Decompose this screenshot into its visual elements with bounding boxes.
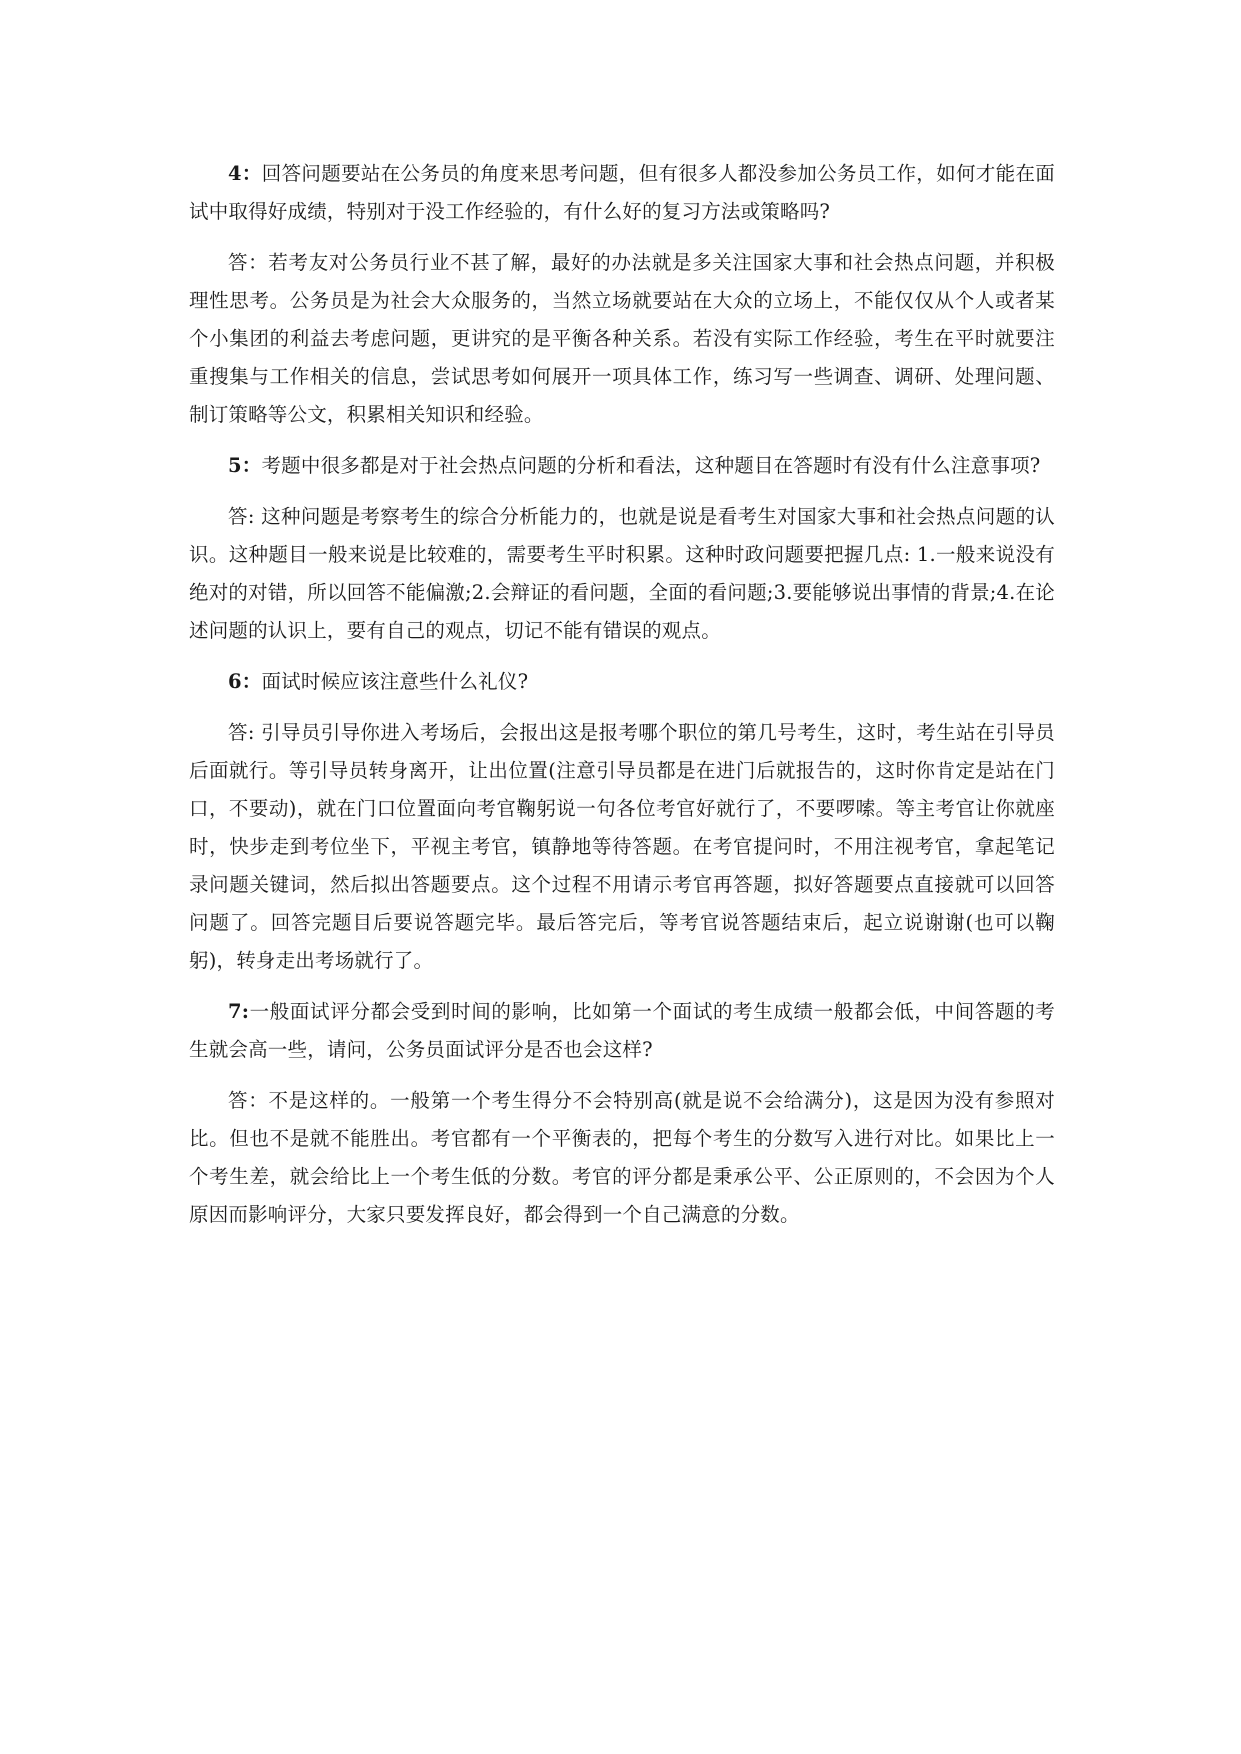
question-text: 一般面试评分都会受到时间的影响，比如第一个面试的考生成绩一般都会低，中间答题的考生就会高一些，请问，公务员面试评分是否也会这样? <box>189 1000 1055 1061</box>
question-paragraph <box>189 663 1055 701</box>
question-number: 7: <box>228 1000 250 1023</box>
qa-item-7 <box>189 993 1055 1234</box>
answer-paragraph: 答：不是这样的。一般第一个考生得分不会特别高(就是说不会给满分)，这是因为没有参照对比。但也不是就不能胜出。考官都有一个平衡表的，把每个考生的分数写入进行对比。如果比上一个考生差，就会给比上一个考生低的分数。考官的评分都是秉承公平、公正原则的，不会因为个人原因而影响评分，大家只要发挥良好，都会得到一个自己满意的分数。 <box>189 1089 1055 1226</box>
question-text: 考题中很多都是对于社会热点问题的分析和看法，这种题目在答题时有没有什么注意事项? <box>261 454 1041 477</box>
answer-paragraph: 答：若考友对公务员行业不甚了解，最好的办法就是多关注国家大事和社会热点问题，并积极理性思考。公务员是为社会大众服务的，当然立场就要站在大众的立场上，不能仅仅从个人或者某个小集团的利益去考虑问题，更讲究的是平衡各种关系。若没有实际工作经验，考生在平时就要注重搜集与工作相关的信息，尝试思考如何展开一项具体工作，练习写一些调查、调研、处理问题、制订策略等公文，积累相关知识和经验。 <box>189 251 1055 426</box>
qa-item-4 <box>189 155 1055 434</box>
question-number: 6： <box>228 670 262 693</box>
question-paragraph <box>189 447 1055 485</box>
qa-item-5 <box>189 447 1055 650</box>
qa-item-6 <box>189 663 1055 980</box>
question-paragraph <box>189 155 1055 231</box>
document-page <box>189 155 1055 1247</box>
answer-paragraph: 答: 引导员引导你进入考场后，会报出这是报考哪个职位的第几号考生，这时，考生站在引导员后面就行。等引导员转身离开，让出位置(注意引导员都是在进门后就报告的，这时你肯定是站在门口，不要动)，就在门口位置面向考官鞠躬说一句各位考官好就行了，不要啰嗦。等主考官让你就座时，快步走到考位坐下，平视主考官，镇静地等待答题。在考官提问时，不用注视考官，拿起笔记录问题关键词，然后拟出答题要点。这个过程不用请示考官再答题，拟好答题要点直接就可以回答问题了。回答完题目后要说答题完毕。最后答完后，等考官说答题结束后，起立说谢谢(也可以鞠躬)，转身走出考场就行了。 <box>189 721 1055 972</box>
question-text: 面试时候应该注意些什么礼仪? <box>261 670 529 693</box>
question-number: 5： <box>228 454 262 477</box>
answer-paragraph: 答: 这种问题是考察考生的综合分析能力的，也就是说是看考生对国家大事和社会热点问题的认识。这种题目一般来说是比较难的，需要考生平时积累。这种时政问题要把握几点: 1.一般来说没有绝对的对错，所以回答不能偏激;2.会辩证的看问题，全面的看问题;3.要能够说出事情的背景;4.在论述问题的认识上，要有自己的观点，切记不能有错误的观点。 <box>189 505 1055 642</box>
question-number: 4： <box>228 162 262 185</box>
question-paragraph <box>189 993 1055 1069</box>
question-text: 回答问题要站在公务员的角度来思考问题，但有很多人都没参加公务员工作，如何才能在面试中取得好成绩，特别对于没工作经验的，有什么好的复习方法或策略吗? <box>189 162 1055 223</box>
